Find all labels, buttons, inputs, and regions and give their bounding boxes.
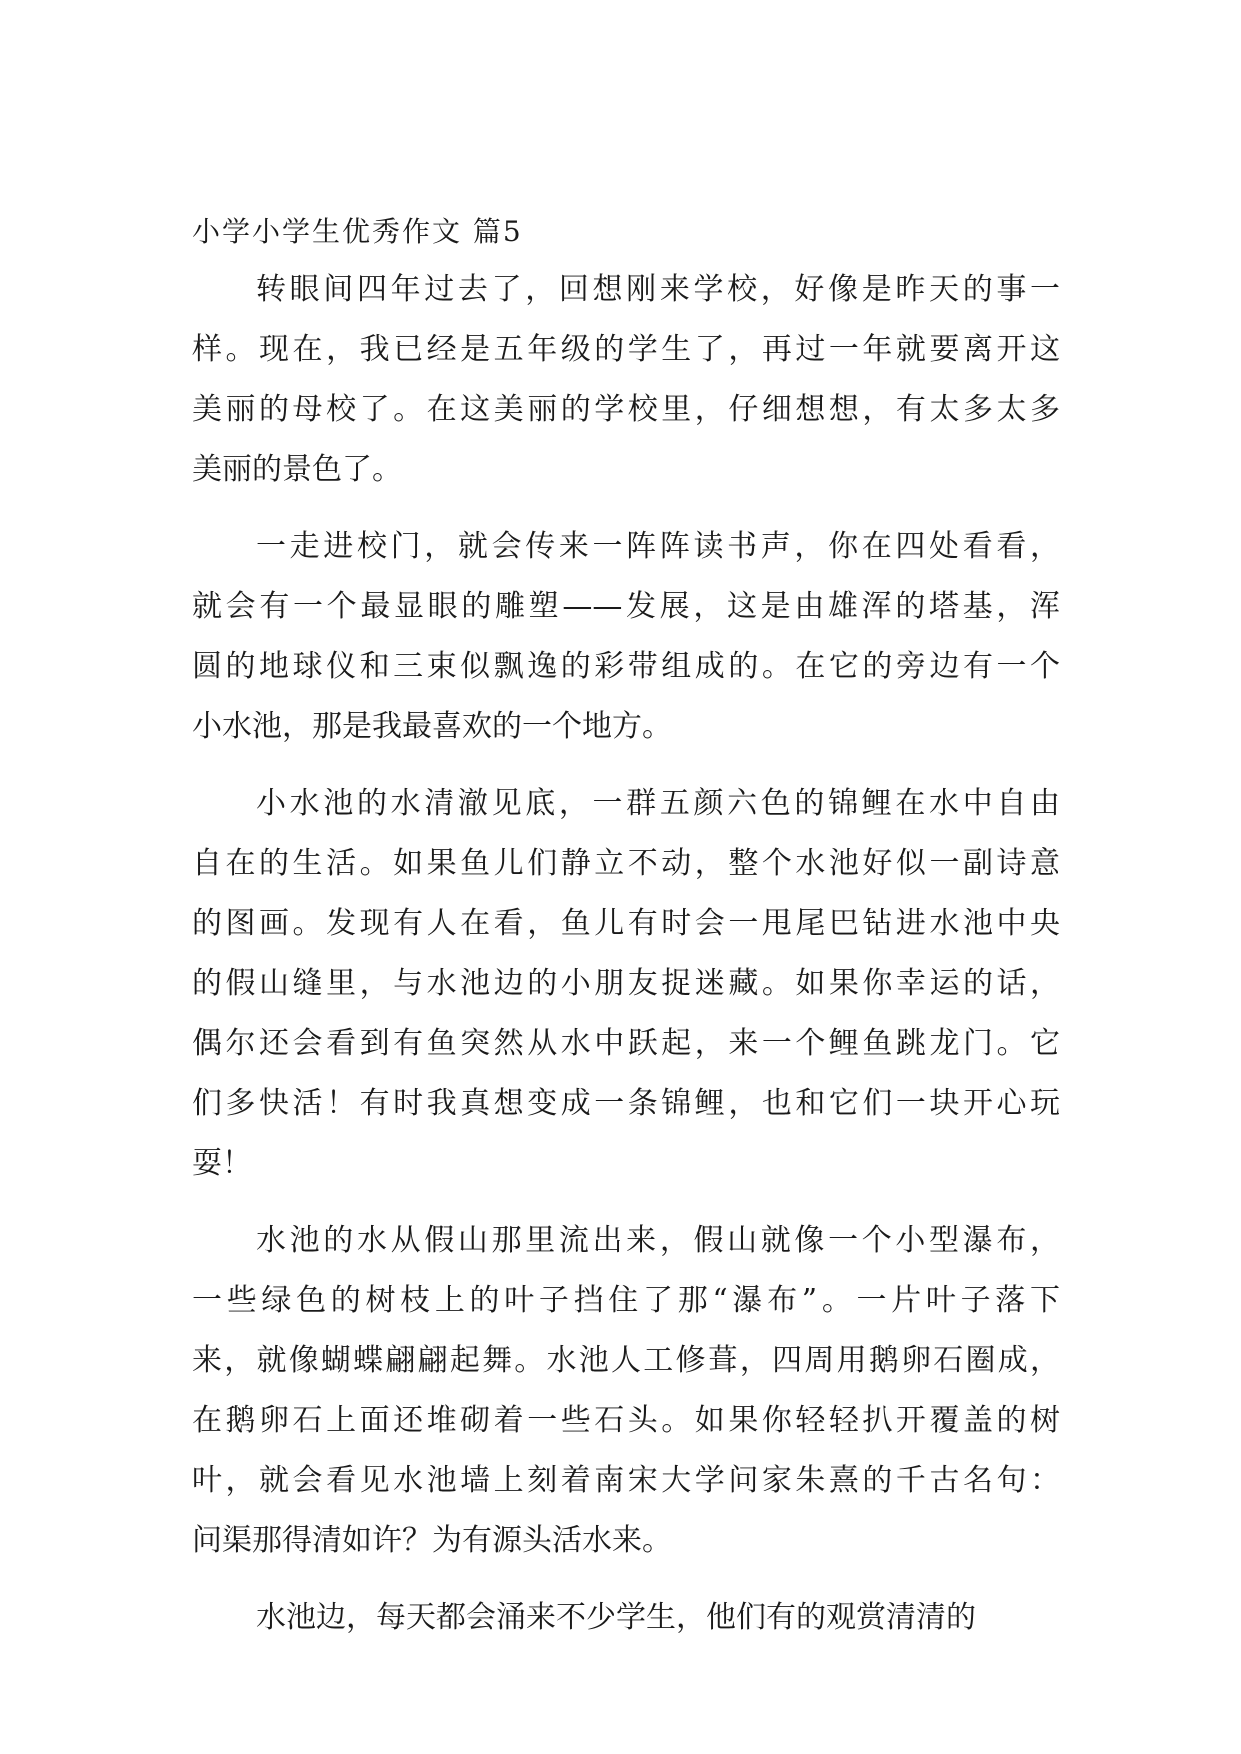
document-page [192,213,1060,1673]
text-line: 们多快活！有时我真想变成一条锦鲤，也和它们一块开心玩 [192,1086,1060,1121]
text-line: 转眼间四年过去了，回想刚来学校，好像是昨天的事一 [256,272,1060,307]
text-line: 在鹅卵石上面还堆砌着一些石头。如果你轻轻扒开覆盖的树 [192,1403,1060,1438]
text-line: 来，就像蝴蝶翩翩起舞。水池人工修葺，四周用鹅卵石圈成， [192,1343,1060,1378]
text-line: 小水池，那是我最喜欢的一个地方。 [192,709,672,744]
text-line: 叶，就会看见水池墙上刻着南宋大学问家朱熹的千古名句： [192,1463,1060,1498]
text-line: 小水池的水清澈见底，一群五颜六色的锦鲤在水中自由 [256,786,1060,821]
text-line: 耍！ [192,1146,252,1181]
text-line: 美丽的母校了。在这美丽的学校里，仔细想想，有太多太多 [192,392,1060,427]
paragraph [192,1219,1060,1579]
text-line: 偶尔还会看到有鱼突然从水中跃起，来一个鲤鱼跳龙门。它 [192,1026,1060,1061]
text-line: 水池边，每天都会涌来不少学生，他们有的观赏清清的 [256,1600,976,1635]
document-body [192,268,1060,1656]
text-line: 的图画。发现有人在看，鱼儿有时会一甩尾巴钻进水池中央 [192,906,1060,941]
text-line: 就会有一个最显眼的雕塑——发展，这是由雄浑的塔基，浑 [192,589,1060,624]
paragraph [192,782,1060,1202]
paragraph [192,268,1060,508]
text-line: 自在的生活。如果鱼儿们静立不动，整个水池好似一副诗意 [192,846,1060,881]
paragraph [192,1596,1060,1656]
paragraph [192,525,1060,765]
text-line: 一走进校门，就会传来一阵阵读书声，你在四处看看， [256,529,1060,564]
text-line: 美丽的景色了。 [192,452,402,487]
text-line: 一些绿色的树枝上的叶子挡住了那“瀑布”。一片叶子落下 [192,1283,1060,1318]
text-line: 问渠那得清如许？为有源头活水来。 [192,1523,672,1558]
text-line: 样。现在，我已经是五年级的学生了，再过一年就要离开这 [192,332,1060,367]
text-line: 圆的地球仪和三束似飘逸的彩带组成的。在它的旁边有一个 [192,649,1060,684]
document-title: 小学小学生优秀作文 篇5 [192,215,523,248]
text-line: 水池的水从假山那里流出来，假山就像一个小型瀑布， [256,1223,1060,1258]
text-line: 的假山缝里，与水池边的小朋友捉迷藏。如果你幸运的话， [192,966,1060,1001]
